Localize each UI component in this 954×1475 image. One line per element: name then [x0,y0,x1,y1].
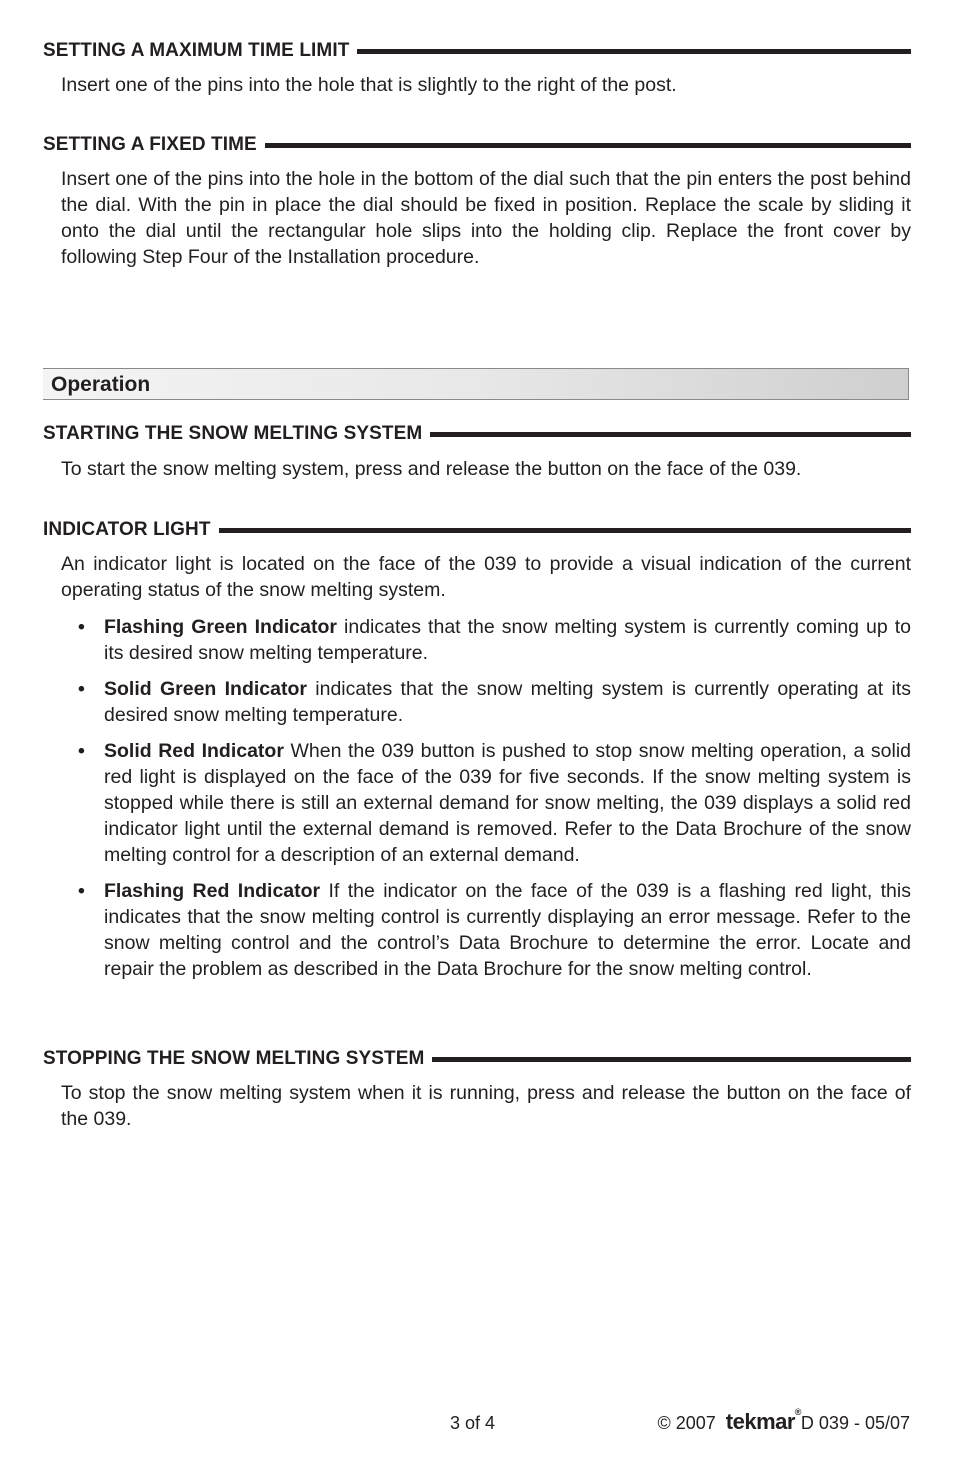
document-code: D 039 - 05/07 [800,1413,910,1433]
operation-section-band [43,368,909,400]
copyright-text: © 2007 [657,1413,716,1433]
bullet-icon: • [78,616,85,638]
bullet-label: Flashing Green Indicator [104,616,337,638]
bullet-icon: • [78,740,85,762]
list-item-solid-red [78,738,911,868]
list-item-flashing-green [78,614,911,666]
list-item-flashing-red [78,878,911,982]
operation-title: Operation [51,373,151,396]
heading-title: SETTING A FIXED TIME [43,134,257,155]
indicator-bullet-list [78,614,911,992]
heading-rule [357,49,911,54]
heading-title: STARTING THE SNOW MELTING SYSTEM [43,423,423,444]
heading-indicator-light [43,519,911,541]
bullet-text: If the indicator on the face of the 039 is a flashing red light, this indicates that the snow melting control is currently displaying an error message. Refer to the snow melting control and the control’s Data Brochure to determine the error. Locate and repair the problem as described in the Data Brochure for the snow melting control. [104,880,911,980]
paragraph-max-time-limit: Insert one of the pins into the hole that is slightly to the right of the post. [61,74,677,96]
heading-rule [265,143,911,148]
paragraph-stopping-system: To stop the snow melting system when it is running, press and release the button on the face of the 039. [61,1082,911,1130]
bullet-text: When the 039 button is pushed to stop snow melting operation, a solid red light is displayed on the face of the 039 for five seconds. If the snow melting system is stopped while there is still an external demand for snow melting, the 039 displays a solid red indicator light until the external demand is removed. Refer to the Data Brochure of the snow melting control for a description of an external demand. [104,740,911,866]
heading-fixed-time [43,134,911,156]
heading-starting-system [43,423,911,445]
heading-rule [219,528,911,533]
registered-mark: ® [794,1407,801,1417]
heading-title: INDICATOR LIGHT [43,519,211,540]
bullet-icon: • [78,678,85,700]
heading-rule [430,432,911,437]
footer-info [657,1409,910,1435]
heading-rule [432,1057,911,1062]
bullet-icon: • [78,880,85,902]
brand-logo [725,1407,801,1435]
heading-max-time-limit [43,40,911,62]
bullet-label: Solid Green Indicator [104,678,307,700]
brand-name: tekmar [725,1409,795,1434]
paragraph-fixed-time: Insert one of the pins into the hole in the bottom of the dial such that the pin enters the post behind the dial. With the pin in place the dial should be fixed in position. Replace the scale by sliding it onto the dial until the rectangular hole slips into the holding clip. Replace the front cover by following Step Four of the Installation procedure. [61,168,911,268]
bullet-label: Flashing Red Indicator [104,880,321,902]
bullet-text: indicates that the snow melting system is currently operating at its desired snow melting temperature. [104,678,912,726]
bullet-text: indicates that the snow melting system is currently coming up to its desired snow melting temperature. [104,616,911,664]
paragraph-starting-system: To start the snow melting system, press and release the button on the face of the 039. [61,458,802,480]
paragraph-indicator-light: An indicator light is located on the face of the 039 to provide a visual indication of the current operating status of the snow melting system. [61,553,911,601]
page-number: 3 of 4 [450,1413,496,1433]
heading-title: STOPPING THE SNOW MELTING SYSTEM [43,1048,425,1069]
heading-title: SETTING A MAXIMUM TIME LIMIT [43,40,350,61]
list-item-solid-green [78,676,911,728]
heading-stopping-system [43,1048,911,1070]
bullet-label: Solid Red Indicator [104,740,284,762]
